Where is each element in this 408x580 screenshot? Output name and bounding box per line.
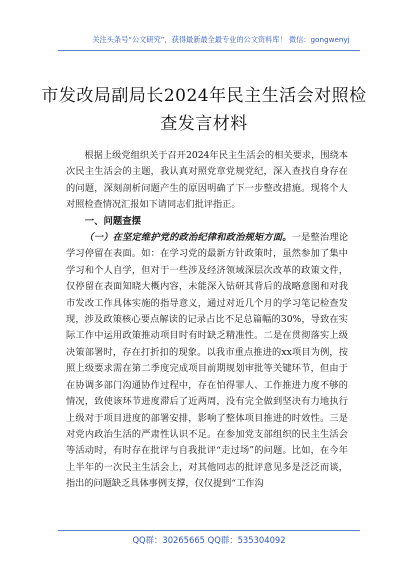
footer-divider — [58, 530, 360, 531]
document-title — [40, 82, 368, 138]
header-divider — [58, 50, 360, 51]
header-banner: 关注头条号“公文研究”，获得最新最全最专业的公文资料库！ 微信：gongwenyj — [92, 35, 350, 44]
section-heading: 一、问题查摆 — [84, 215, 142, 227]
subsection-heading: （一）在坚定维护党的政治纪律和政治规矩方面。 — [84, 232, 292, 244]
subsection-paragraph — [66, 230, 348, 493]
document-title-line-2: 查发言材料 — [160, 114, 248, 134]
document-title-line-1: 市发改局副局长2024年民主生活会对照检 — [41, 86, 367, 106]
document-body — [66, 148, 348, 493]
intro-paragraph: 根据上级党组织关于召开2024年民主生活会的相关要求，围绕本次民主生活会的主题，我认真对照党章党规党纪，深入查找自身存在的问题，深刻剖析问题产生的原因明确了下一步整改措施。现将个人对照检查情况汇报如下请同志们批评指正。 — [66, 150, 348, 211]
subsection-text: 一是整治理论学习停留在表面。如：在学习党的最新方针政策时，虽然参加了集中学习和个人自学，但对于一些涉及经济领域深层次改革的政策文件，仅停留在表面知晓大概内容，未能深入钻研其背后的战略意图和对我市发改工作具体实施的指导意义，通过对近几个月的学习笔记检查发现，涉及政策核心要点解读的记录占比不足总篇幅的30%，导致在实际工作中运用政策推动项目时有时缺乏精准性。二是在贯彻落实上级决策部署时，存在打折扣的现象。以我市重点推进的xx项目为例，按照上级要求需在第二季度完成项目前期规划审批等关键环节，但由于在协调多部门沟通协作过程中，存在怕得罪人、工作推进力度不够的情况，致使该环节进度滞后了近两周，没有完全做到坚决有力地执行上级对于项目进度的部署安排，影响了整体项目推进的时效性。三是对党内政治生活的严肃性认识不足。在参加党支部组织的民主生活会等活动时，有时存在批评与自我批评“走过场”的问题。比如，在今年上半年的一次民主生活会上，对其他同志的批评意见多是泛泛而谈，指出的问题缺乏具体事例支撑，仅仅提到“工作沟 — [66, 232, 349, 490]
footer-contact: QQ群：30265665 QQ群：535304092 — [132, 535, 286, 545]
